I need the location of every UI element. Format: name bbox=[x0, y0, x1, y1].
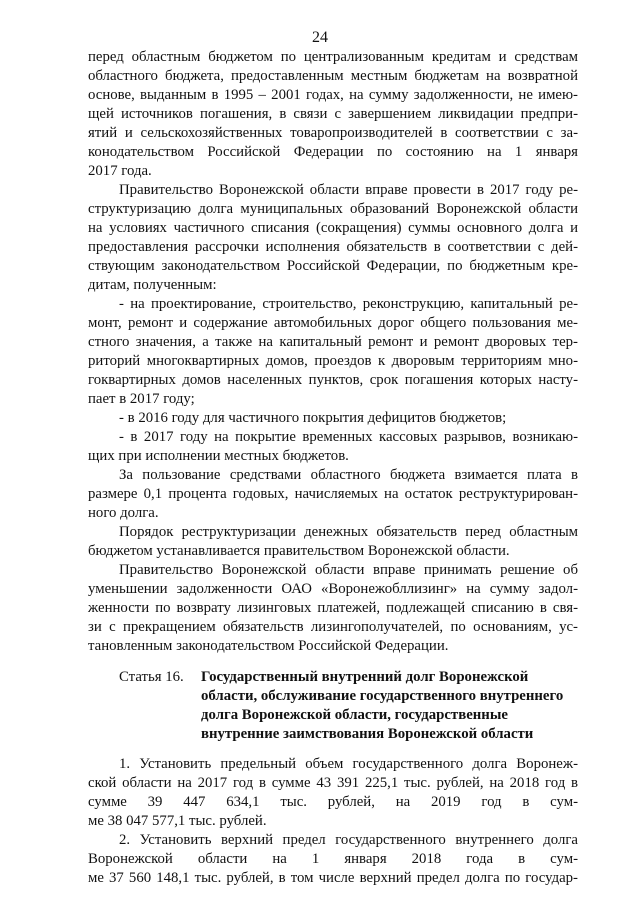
article-title-line: долга Воронежской области, государственные bbox=[201, 707, 508, 723]
article-number: Статья 16. bbox=[119, 669, 184, 685]
text-line: пает в 2017 году; bbox=[88, 391, 195, 407]
paragraph bbox=[88, 181, 578, 466]
text-line: областного бюджета, предоставленным местным бюджетам на возвратной bbox=[88, 68, 578, 84]
text-line: 1. Установить предельный объем государственного долга Воронеж- bbox=[119, 756, 578, 772]
text-line: монт, ремонт и содержание автомобильных дорог общего пользования ме- bbox=[88, 315, 578, 331]
text-line: - в 2017 году на покрытие временных кассовых разрывов, возникаю- bbox=[119, 429, 578, 445]
text-line: бюджетом устанавливается правительством Воронежской области. bbox=[88, 543, 510, 559]
text-line: уменьшении задолженности ОАО «Воронежобллизинг» на сумму задол- bbox=[88, 581, 578, 597]
article-title-line: внутренние заимствования Воронежской области bbox=[201, 726, 534, 742]
text-line: 2. Установить верхний предел государственного внутреннего долга bbox=[119, 832, 578, 848]
text-line: структуризацию долга муниципальных образований Воронежской области bbox=[88, 201, 578, 217]
paragraph bbox=[88, 523, 578, 561]
text-line: дитам, полученным: bbox=[88, 277, 217, 293]
text-line: Правительство Воронежской области вправе принимать решение об bbox=[119, 562, 578, 578]
text-line: За пользование средствами областного бюджета взимается плата в bbox=[119, 467, 578, 483]
paragraph bbox=[88, 48, 578, 181]
text-line: гоквартирных домов населенных пунктов, срок погашения которых насту- bbox=[88, 372, 578, 388]
text-line: ствующим законодательством Российской Федерации, по бюджетным кре- bbox=[88, 258, 578, 274]
text-line: сумме 39 447 634,1 тыс. рублей, на 2019 год в сум- bbox=[88, 794, 578, 810]
paragraphs-before-article bbox=[88, 48, 578, 656]
paragraph bbox=[88, 466, 578, 523]
article-heading bbox=[88, 668, 578, 744]
numbered-item bbox=[88, 831, 578, 888]
text-line: - на проектирование, строительство, реконструкцию, капитальный ре- bbox=[119, 296, 578, 312]
text-line: ного долга. bbox=[88, 505, 159, 521]
text-line: ме 37 560 148,1 тыс. рублей, в том числе верхний предел долга по государ- bbox=[88, 870, 578, 886]
text-line: риторий многоквартирных домов, проездов к дворовым территориям мно- bbox=[88, 353, 578, 369]
text-line: ме 38 047 577,1 тыс. рублей. bbox=[88, 813, 267, 829]
text-line: стного значения, а также на капитальный ремонт и ремонт дворовых тер- bbox=[88, 334, 578, 350]
text-line: Порядок реструктуризации денежных обязательств перед областным bbox=[119, 524, 578, 540]
text-line: основе, выданным в 1995 – 2001 годах, на сумму задолженности, не имею- bbox=[88, 87, 578, 103]
text-line: перед областным бюджетом по централизованным кредитам и средствам bbox=[88, 49, 578, 65]
text-line: ской области на 2017 год в сумме 43 391 225,1 тыс. рублей, на 2018 год в bbox=[88, 775, 578, 791]
text-line: щих при исполнении местных бюджетов. bbox=[88, 448, 349, 464]
text-line: конодательством Российской Федерации по состоянию на 1 января bbox=[88, 144, 578, 160]
text-line: - в 2016 году для частичного покрытия дефицитов бюджетов; bbox=[119, 410, 507, 426]
text-line: размере 0,1 процента годовых, начисляемых на остаток реструктурирован- bbox=[88, 486, 578, 502]
document-body bbox=[88, 48, 578, 888]
article-title bbox=[201, 668, 578, 744]
article-title-line: области, обслуживание государственного внутреннего bbox=[201, 688, 564, 704]
text-line: Воронежской области на 1 января 2018 года в сум- bbox=[88, 851, 578, 867]
text-line: ятий и сельскохозяйственных товаропроизводителей в соответствии с за- bbox=[88, 125, 578, 141]
text-line: 2017 года. bbox=[88, 163, 152, 179]
text-line: предоставления рассрочки исполнения обязательств в соответствии с дей- bbox=[88, 239, 578, 255]
paragraph bbox=[88, 561, 578, 656]
page-number: 24 bbox=[312, 29, 328, 46]
article-items bbox=[88, 755, 578, 888]
text-line: тановленным законодательством Российской Федерации. bbox=[88, 638, 449, 654]
text-line: Правительство Воронежской области вправе провести в 2017 году ре- bbox=[119, 182, 578, 198]
text-line: щей источников погашения, в связи с завершением ликвидации предпри- bbox=[88, 106, 578, 122]
numbered-item bbox=[88, 755, 578, 831]
text-line: зи с прекращением обязательств лизингополучателей, по основаниям, ус- bbox=[88, 619, 578, 635]
text-line: на условиях частичного списания (сокращения) суммы основного долга и bbox=[88, 220, 578, 236]
article-title-line: Государственный внутренний долг Воронежской bbox=[201, 669, 529, 685]
text-line: женности по возврату лизинговых платежей, подлежащей списанию в свя- bbox=[88, 600, 578, 616]
